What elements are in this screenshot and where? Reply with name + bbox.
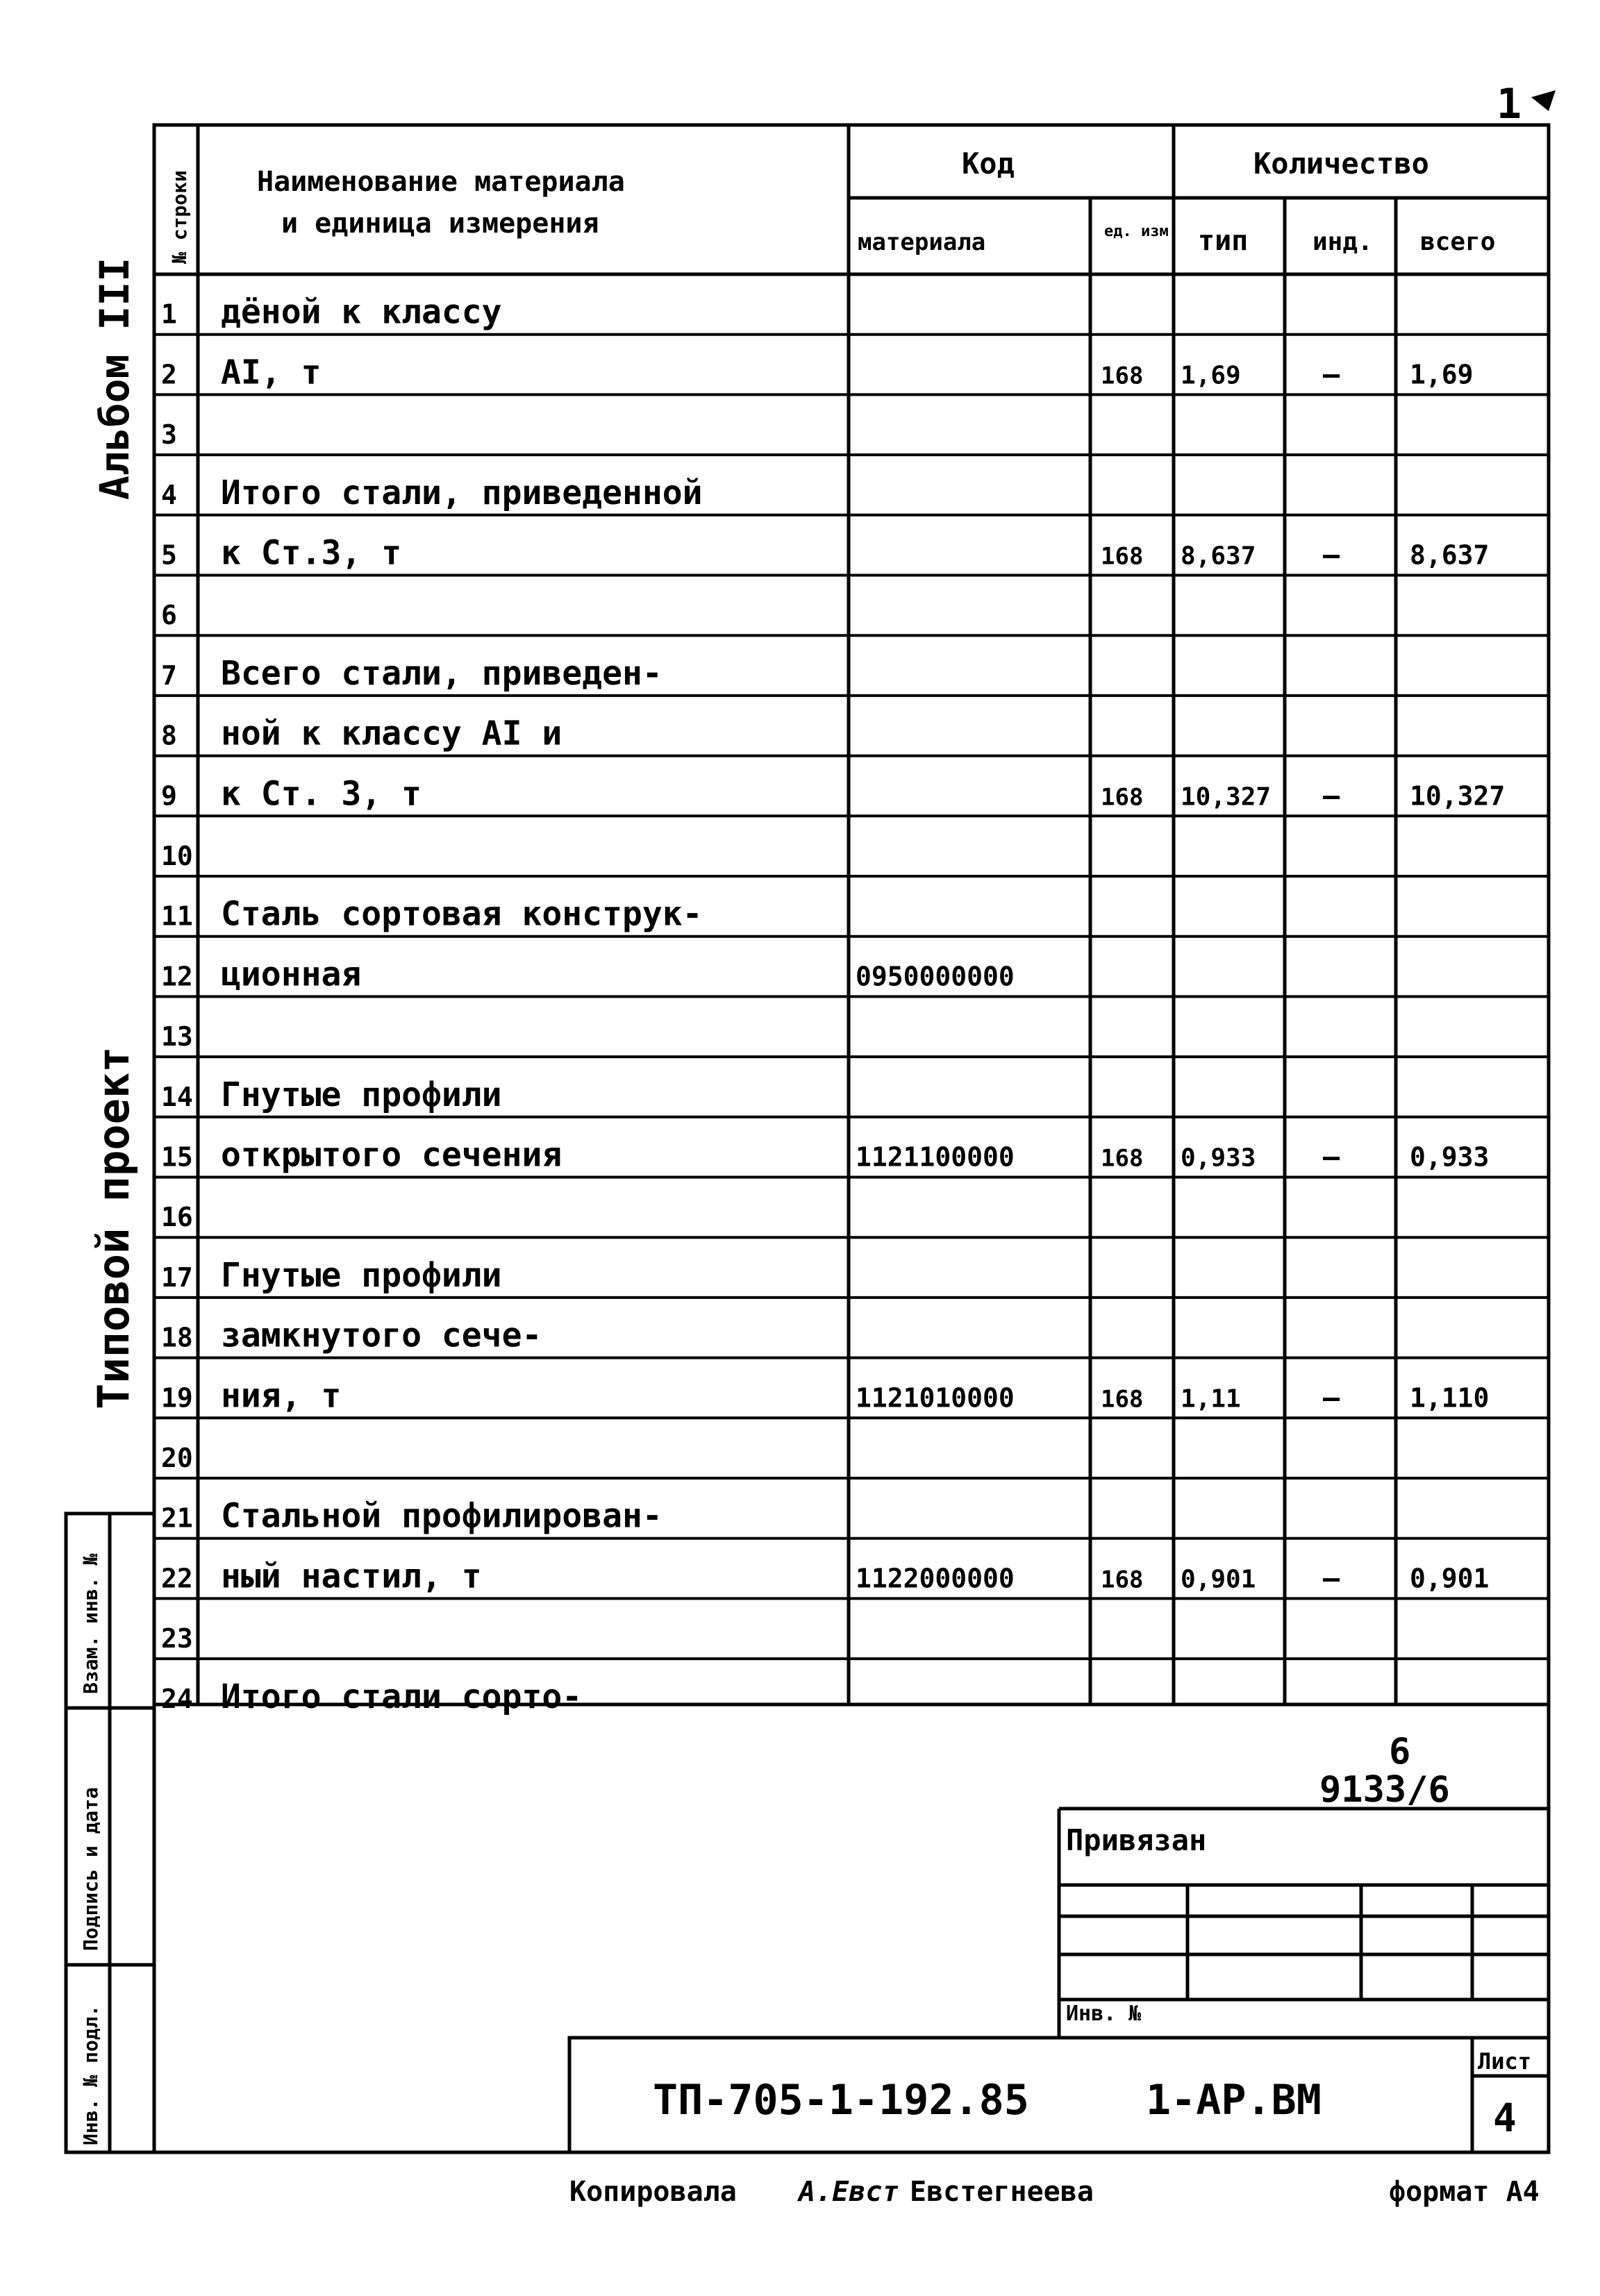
cell-total: 1,69 [1410, 359, 1474, 390]
header-type: тип [1198, 225, 1249, 257]
cell-name: замкнутого сече- [221, 1316, 542, 1355]
table-row [161, 1136, 1489, 1175]
cell-name: Стальной профилирован- [221, 1496, 662, 1536]
document-code: ТП-705-1-192.85 [653, 2076, 1029, 2125]
cell-n: 12 [161, 961, 193, 992]
table-row [161, 474, 703, 512]
cell-unit: 168 [1101, 542, 1144, 571]
table-row [161, 353, 1474, 392]
table-row [161, 1256, 502, 1295]
cell-name: Итого стали сорто- [221, 1677, 583, 1716]
cell-n: 5 [161, 539, 177, 571]
cell-name: к Ст.3, т [221, 533, 402, 573]
table-row [161, 1497, 662, 1536]
stamp-swap-label: Взам. инв. № [79, 1553, 102, 1694]
cell-total: 0,933 [1410, 1141, 1490, 1173]
table-row [161, 1677, 582, 1716]
document-mark: 1-АР.ВМ [1146, 2076, 1322, 2125]
cell-n: 19 [161, 1382, 193, 1414]
cell-ind: — [1323, 1562, 1340, 1595]
table-row [161, 1557, 1489, 1595]
side-project-label: Типовой проект [88, 1046, 139, 1409]
cell-unit: 168 [1101, 1385, 1144, 1414]
cell-type: 1,11 [1181, 1384, 1241, 1414]
side-album-label: Альбом III [91, 257, 138, 500]
cell-unit: 168 [1101, 1566, 1144, 1594]
cell-n: 6 [161, 600, 177, 631]
cell-name: открытого сечения [221, 1135, 562, 1175]
header-quantity: Количество [1253, 146, 1429, 181]
cell-name: ционная [221, 955, 362, 994]
cell-name: ния, т [221, 1376, 342, 1416]
table-row [161, 1075, 502, 1114]
cell-name: Гнутые профили [221, 1075, 502, 1114]
cell-total: 10,327 [1410, 780, 1506, 812]
sheet-label: Лист [1478, 2048, 1532, 2075]
cell-n: 18 [161, 1322, 193, 1353]
table-row [161, 654, 662, 693]
cell-n: 9 [161, 780, 177, 812]
table-row [161, 774, 1505, 813]
cell-type: 1,69 [1181, 361, 1241, 390]
format-label: формат А4 [1389, 2176, 1540, 2208]
cell-n: 20 [161, 1443, 193, 1473]
stamp-number-bottom: 9133/6 [1319, 1769, 1450, 1811]
table-row [161, 534, 1489, 573]
cell-name: Гнутые профили [221, 1255, 502, 1295]
header-material: материала [858, 228, 986, 256]
table-row [161, 293, 502, 332]
cell-n: 16 [161, 1202, 193, 1233]
cell-name: ный настил, т [221, 1557, 482, 1596]
cell-n: 15 [161, 1141, 193, 1173]
table-row [161, 841, 193, 871]
cell-type: 0,901 [1181, 1565, 1256, 1594]
cell-type: 10,327 [1181, 782, 1272, 812]
table-row [161, 1376, 1489, 1415]
cell-n: 24 [161, 1683, 193, 1714]
cell-name: Всего стали, приведен- [221, 653, 662, 693]
header-total: всего [1420, 228, 1496, 256]
cell-ind: — [1323, 1382, 1340, 1414]
page-mark: 1 [1497, 80, 1522, 128]
cell-code: 1122000000 [856, 1563, 1015, 1594]
cell-n: 23 [161, 1623, 193, 1654]
cell-n: 2 [161, 359, 177, 390]
cell-unit: 168 [1101, 783, 1144, 812]
cell-name: к Ст. 3, т [221, 774, 422, 814]
table-row [161, 1021, 193, 1052]
table-row [161, 419, 177, 450]
cell-type: 0,933 [1181, 1143, 1256, 1173]
table-row [161, 895, 703, 934]
cell-n: 3 [161, 419, 177, 451]
table-row [161, 1443, 193, 1473]
sheet-number: 4 [1493, 2096, 1517, 2141]
table-row [161, 1623, 193, 1654]
cell-ind: — [1323, 780, 1340, 812]
cell-n: 17 [161, 1262, 193, 1293]
header-row-number: № строки [168, 170, 191, 264]
stamp-sign-label: Подпись и дата [79, 1786, 102, 1951]
inv-no-label: Инв. № [1066, 2002, 1142, 2026]
cell-code: 1121010000 [856, 1382, 1015, 1414]
cell-name: дёной к классу [221, 292, 502, 332]
table-row [161, 1316, 542, 1355]
spec-table-rows [161, 293, 1505, 1716]
cell-unit: 168 [1101, 362, 1144, 390]
cell-n: 1 [161, 299, 177, 330]
copied-signature: А.Евст [799, 2176, 899, 2208]
copied-label: Копировала [569, 2176, 737, 2208]
cell-total: 8,637 [1410, 539, 1490, 571]
header-name-line2: и единица измерения [281, 208, 599, 240]
cell-name: Итого стали, приведенной [221, 473, 703, 512]
header-name-line1: Наименование материала [257, 166, 625, 198]
cell-n: 7 [161, 660, 177, 691]
cell-n: 13 [161, 1021, 193, 1053]
table-row [161, 600, 177, 630]
stamp-inv-label: Инв. № подл. [79, 2004, 102, 2145]
corner-mark [1531, 90, 1556, 111]
table-row [161, 714, 562, 753]
cell-ind: — [1323, 358, 1340, 391]
cell-ind: — [1323, 539, 1340, 571]
stamp-number-top: 6 [1389, 1731, 1411, 1773]
cell-n: 14 [161, 1081, 193, 1112]
table-row [161, 955, 1015, 994]
copied-name: Евстегнеева [910, 2176, 1094, 2208]
bound-label: Привязан [1066, 1823, 1207, 1857]
cell-n: 4 [161, 479, 177, 510]
cell-n: 10 [161, 841, 193, 871]
cell-name: Сталь сортовая конструк- [221, 894, 703, 934]
cell-name: ной к классу AI и [221, 714, 562, 753]
header-unit: ед. изм. [1104, 223, 1178, 240]
cell-code: 1121100000 [856, 1141, 1015, 1173]
header-code: Код [962, 146, 1015, 181]
table-row [161, 1202, 193, 1232]
cell-code: 0950000000 [856, 961, 1015, 992]
cell-n: 11 [161, 900, 193, 932]
header-individual: инд. [1312, 228, 1373, 256]
cell-type: 8,637 [1181, 542, 1256, 571]
cell-ind: — [1323, 1141, 1340, 1173]
cell-n: 21 [161, 1502, 193, 1534]
cell-n: 8 [161, 720, 177, 751]
cell-unit: 168 [1101, 1144, 1144, 1173]
cell-name: AI, т [221, 353, 322, 392]
cell-total: 0,901 [1410, 1563, 1490, 1594]
cell-total: 1,110 [1410, 1382, 1490, 1414]
cell-n: 22 [161, 1563, 193, 1594]
